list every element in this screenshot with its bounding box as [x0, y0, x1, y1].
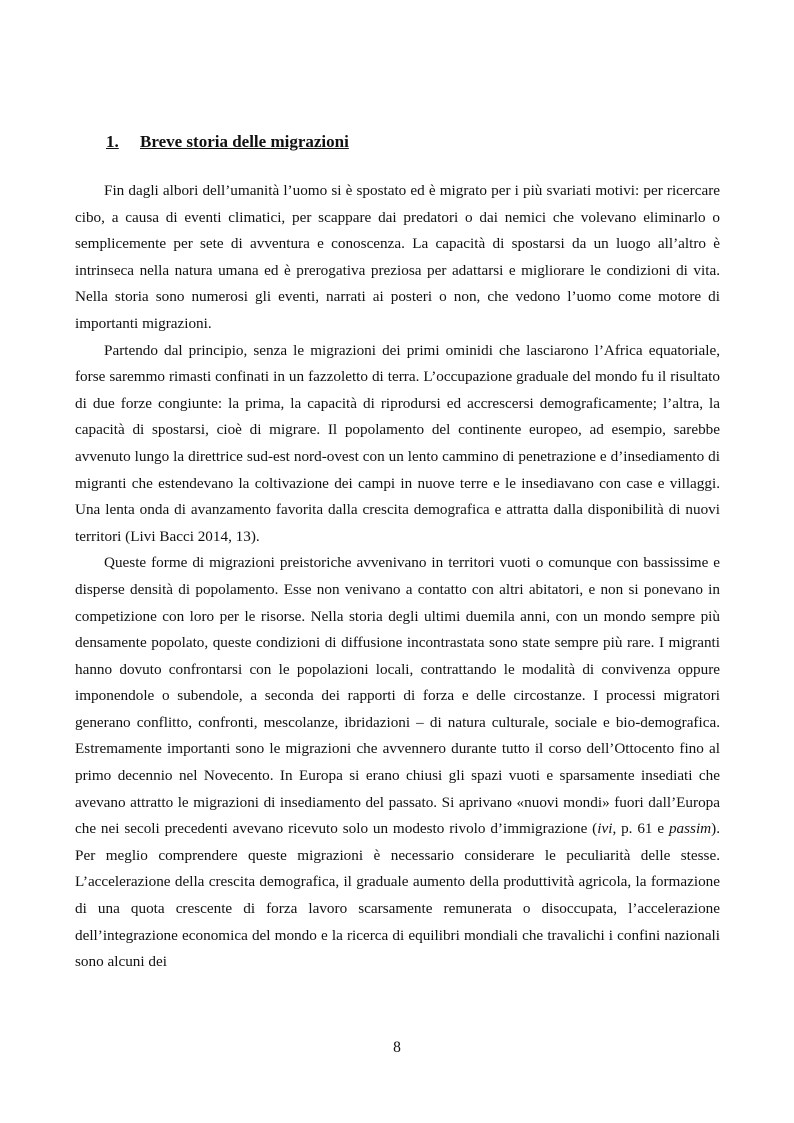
paragraph-2: Partendo dal principio, senza le migrazioni dei primi ominidi che lasciarono l’Africa equatoriale, forse saremmo rimasti confinati in un fazzoletto di terra. L’occupazione graduale del mondo fu il risultato di due forze congiunte: la prima, la capacità di riprodursi ed accrescersi demograficamente; l’altra, la capacità di spostarsi, cioè di migrare. Il popolamento del continente europeo, ad esempio, sarebbe avvenuto lungo la direttrice sud-est nord-ovest con un lento cammino di penetrazione e d’insediamento di migranti che estendevano la coltivazione dei campi in nuove terre e le insediavano con case e villaggi. Una lenta onda di avanzamento favorita dalla crescita demografica e attratta dalla disponibilità di nuovi territori (Livi Bacci 2014, 13).: [75, 341, 720, 545]
paragraph-3-part-1: Queste forme di migrazioni preistoriche avvenivano in territori vuoti o comunque con bassissime e disperse densità di popolamento. Esse non venivano a contatto con altri abitatori, e non si ponevano in competizione con loro per le risorse. Nella storia degli ultimi duemila anni, con un mondo sempre più densamente popolato, queste condizioni di diffusione incontrastata sono state sempre più rare. I migranti hanno dovuto confrontarsi con le popolazioni locali, contrattando le modalità di convivenza oppure imponendole o subendole, a seconda dei rapporti di forza e delle circostanze. I processi migratori generano conflitto, confronti, mescolanze, ibridazioni – di natura culturale, sociale e bio-demografica. Estremamente importanti sono le migrazioni che avvennero durante tutto il corso dell’Ottocento fino al primo decennio nel Novecento. In Europa si erano chiusi gli spazi vuoti e sparsamente insediati che avevano attratto le migrazioni di insediamento del passato. Si aprivano «nuovi mondi» fuori dall’Europa che nei secoli precedenti avevano ricevuto solo un modesto rivolo d’immigrazione (: [75, 554, 720, 838]
body-text: [75, 178, 720, 976]
page-number: 8: [393, 1039, 401, 1056]
paragraph-3-part-2: , p. 61 e: [612, 820, 669, 838]
section-title: Breve storia delle migrazioni: [140, 132, 349, 151]
citation-passim: passim: [668, 820, 712, 838]
section-number: 1.: [106, 132, 119, 151]
paragraph-3: [75, 550, 720, 976]
paragraph-1: Fin dagli albori dell’umanità l’uomo si è spostato ed è migrato per i più svariati motivi: per ricercare cibo, a causa di eventi climatici, per scappare dai predatori o dai nemici che volevano eliminarlo o semplicemente per sete di avventura e conoscenza. La capacità di spostarsi da un luogo all’altro è intrinseca nella natura umana ed è prerogativa preziosa per adattarsi e migliorare le condizioni di vita. Nella storia sono numerosi gli eventi, narrati ai posteri o non, che vedono l’uomo come motore di importanti migrazioni.: [75, 182, 720, 332]
section-heading: [106, 132, 349, 152]
paragraph-3-part-3: ). Per meglio comprendere queste migrazioni è necessario considerare le peculiarità delle stesse. L’accelerazione della crescita demografica, il graduale aumento della produttività agricola, la formazione di una quota crescente di forza lavoro scarsamente remunerata o disoccupata, l’accelerazione dell’integrazione economica del mondo e la ricerca di equilibri mondiali che travalichi i confini nazionali sono alcuni dei: [75, 820, 720, 971]
citation-ivi: ivi: [597, 820, 613, 838]
